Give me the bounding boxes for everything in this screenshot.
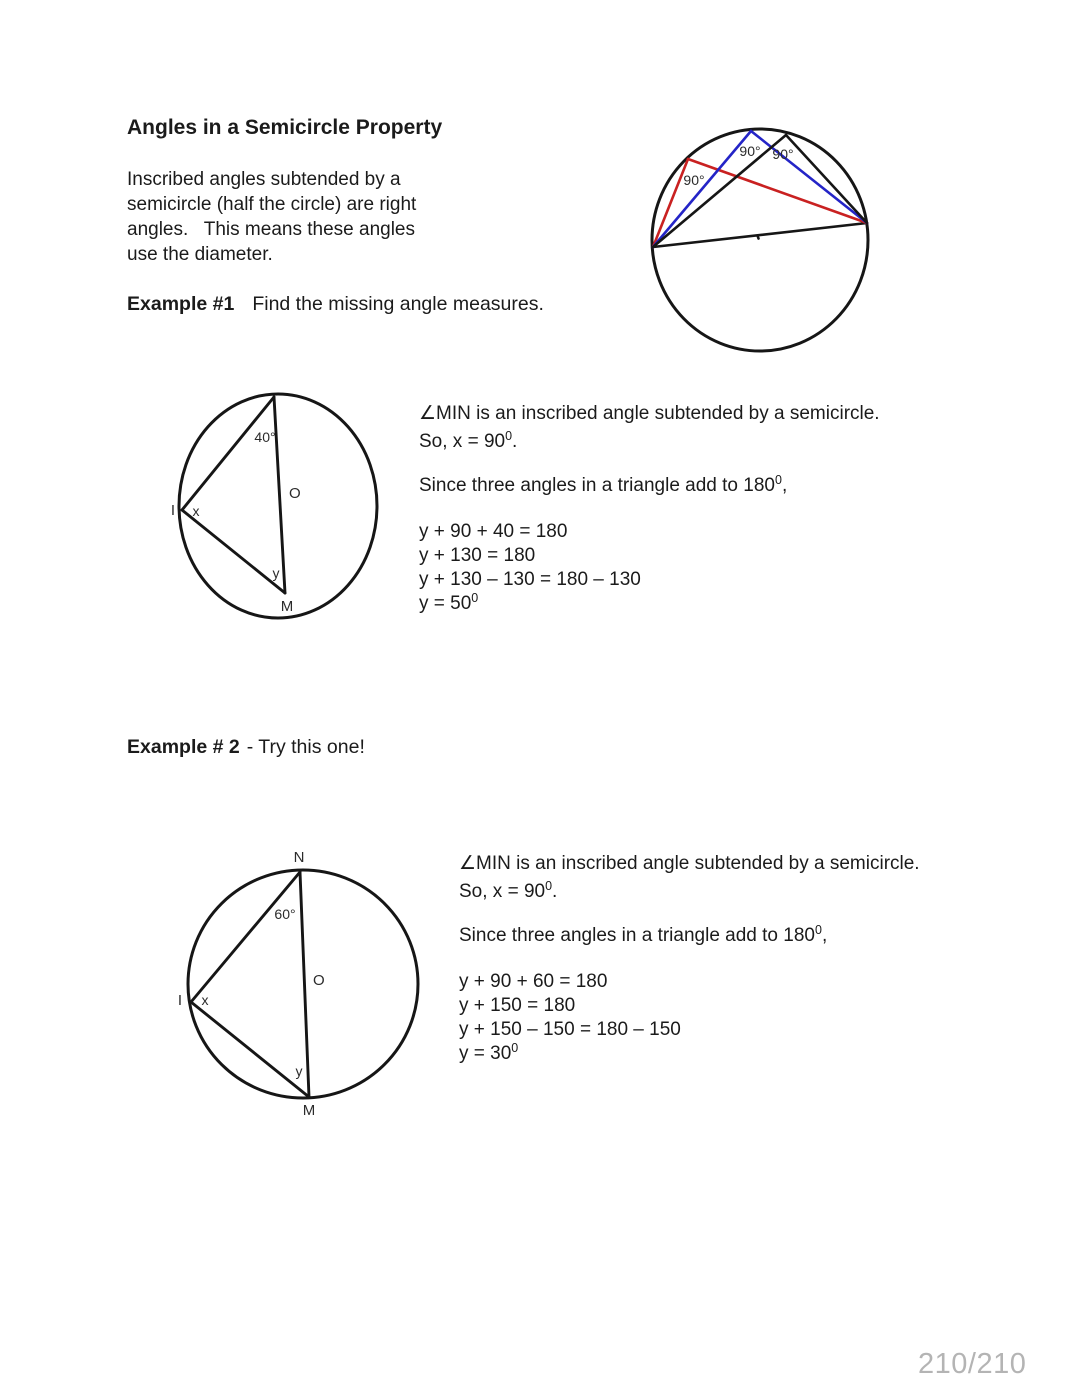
example1-circle-diagram: [165, 385, 395, 627]
equation-line: y + 130 – 130 = 180 – 130: [419, 569, 641, 590]
angle-y-label: y: [295, 1063, 303, 1079]
equation-line: y + 150 = 180: [459, 995, 576, 1016]
superscript: 0: [774, 473, 782, 487]
equation-line: y + 150 – 150 = 180 – 150: [459, 1019, 681, 1040]
intro-line: semicircle (half the circle) are right: [127, 194, 417, 215]
example2-solution-intro: [459, 850, 920, 906]
superscript: 0: [545, 879, 553, 893]
example1-equations: [419, 520, 641, 616]
equation-line: $y = 50^0$: [419, 591, 479, 614]
equation-line: y + 90 + 40 = 180: [419, 521, 568, 542]
page-title: Angles in a Semicircle Property: [127, 116, 443, 139]
angle-x-label: x: [192, 503, 200, 519]
chord-im: [182, 510, 285, 593]
angle-90-black-label: 90°: [772, 146, 794, 162]
red-chord-right: [688, 159, 867, 223]
example2-heading: [127, 735, 365, 759]
circle-outline: [188, 870, 418, 1098]
intro-line: use the diameter.: [127, 244, 273, 265]
angle-40-label: 40°: [254, 429, 276, 445]
superscript: 0: [505, 429, 513, 443]
vertex-n-label: N: [293, 849, 305, 866]
center-tick: [758, 236, 759, 239]
vertex-i-label: I: [170, 502, 176, 519]
vertex-i-label: I: [177, 992, 183, 1009]
diameter-nm: [274, 397, 285, 593]
angle-60-label: 60°: [274, 906, 296, 922]
solution-line: So, $x = 90^0$.: [459, 879, 558, 902]
black-chord-left: [653, 135, 786, 247]
example2-circle-diagram: [175, 845, 435, 1125]
example2-solution-rule: Since three angles in a triangle add to $180^0$,: [459, 923, 828, 946]
example1-heading-label: Example #1: [127, 293, 235, 315]
intro-line: Inscribed angles subtended by a: [127, 169, 401, 190]
equation-line: y + 90 + 60 = 180: [459, 971, 608, 992]
superscript: 0: [511, 1041, 519, 1055]
example1-heading: [127, 292, 544, 316]
angle-x-label: x: [201, 992, 209, 1008]
solution-line: ∠MIN is an inscribed angle subtended by a semicircle.: [459, 853, 920, 874]
center-o-label: O: [289, 485, 301, 502]
vertex-m-label: M: [280, 598, 294, 615]
page-indicator: 210/210: [918, 1348, 1027, 1380]
example1-solution-rule: Since three angles in a triangle add to $180^0$,: [419, 473, 788, 496]
chord-ni: [182, 397, 274, 510]
chord-ni: [191, 872, 300, 1002]
intro-paragraph: [127, 167, 416, 267]
superscript: 0: [814, 923, 822, 937]
semicircle-property-diagram: [640, 118, 880, 363]
example2-heading-text: - Try this one!: [246, 736, 365, 758]
solution-line: ∠MIN is an inscribed angle subtended by a semicircle.: [419, 403, 880, 424]
equation-line: y + 130 = 180: [419, 545, 536, 566]
equation-line: $y = 30^0$: [459, 1041, 519, 1064]
example1-heading-text: Find the missing angle measures.: [252, 293, 544, 315]
angle-90-blue-label: 90°: [739, 143, 761, 159]
example2-equations: [459, 970, 681, 1066]
solution-line: So, $x = 90^0$.: [419, 429, 518, 452]
superscript: 0: [471, 591, 479, 605]
angle-y-label: y: [272, 565, 280, 581]
intro-line: angles. This means these angles: [127, 219, 415, 240]
example2-heading-label: Example # 2: [127, 736, 240, 758]
circle-outline: [652, 129, 868, 351]
diameter-line: [653, 223, 867, 247]
example1-solution-intro: [419, 400, 880, 456]
center-o-label: O: [313, 972, 325, 989]
circle-outline: [179, 394, 377, 618]
blue-chord-left: [653, 131, 751, 247]
angle-90-red-label: 90°: [683, 172, 705, 188]
vertex-m-label: M: [302, 1102, 316, 1119]
